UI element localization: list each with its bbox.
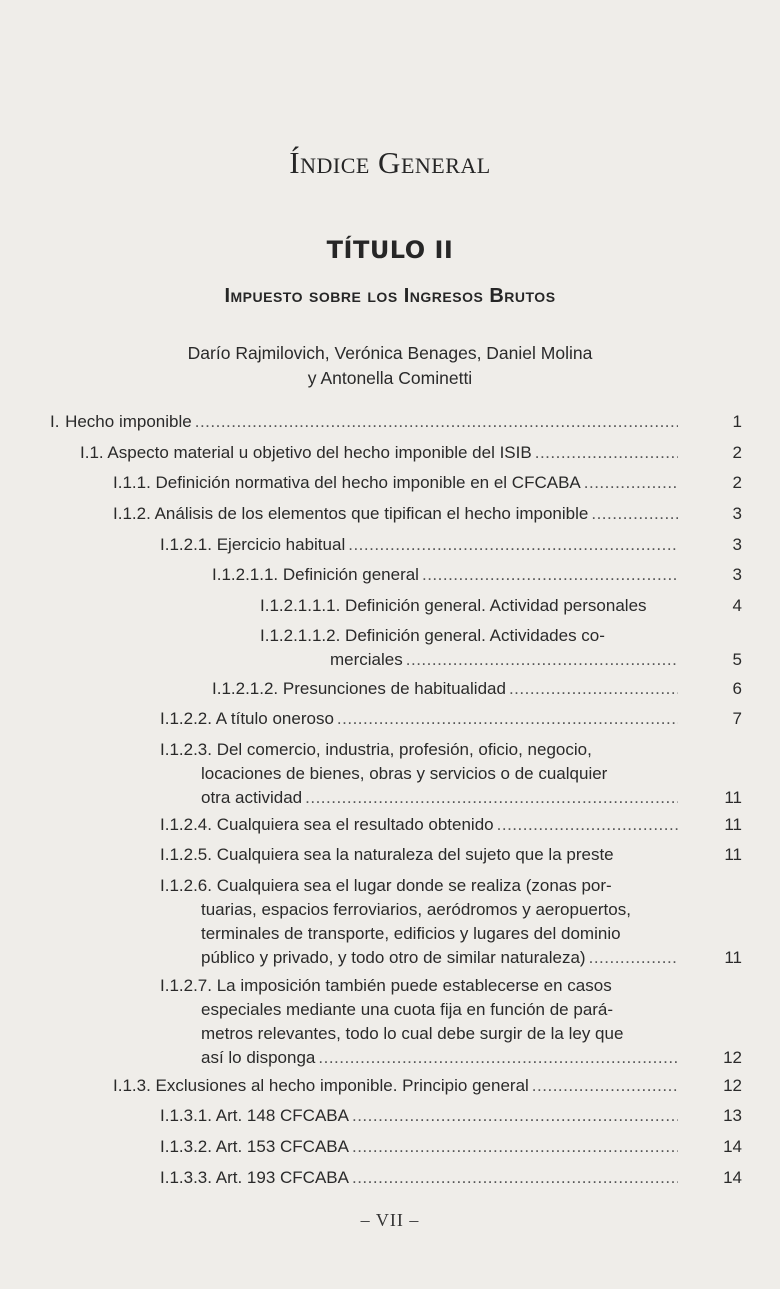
dot-leader bbox=[589, 946, 678, 970]
dot-leader bbox=[422, 563, 678, 587]
toc-page-number: 11 bbox=[724, 948, 742, 967]
toc-page-number: 3 bbox=[732, 565, 742, 584]
toc-entry-text: I.1.2.1.1. Definición general bbox=[212, 565, 419, 584]
toc-entry[interactable] bbox=[0, 563, 780, 587]
toc-entry-text: I.1.2.1.1.1. Definición general. Actividad personales bbox=[260, 596, 647, 615]
toc-page-number: 12 bbox=[723, 1048, 742, 1067]
toc-entry-text: I.1.2.1.1.2. Definición general. Actividades co- bbox=[260, 626, 605, 645]
dot-leader bbox=[348, 533, 678, 557]
toc-page-number: 14 bbox=[723, 1168, 742, 1187]
toc-entry[interactable] bbox=[0, 813, 780, 837]
section-title: TÍTULO II bbox=[326, 236, 454, 264]
toc-entry-continuation: merciales bbox=[330, 650, 403, 669]
toc-entry-continuation: público y privado, y todo otro de similar naturaleza) bbox=[201, 948, 586, 967]
toc-entry-text: Hecho imponible bbox=[65, 412, 192, 431]
toc-entry[interactable] bbox=[0, 738, 780, 810]
dot-leader bbox=[532, 1074, 678, 1098]
dot-leader bbox=[305, 786, 678, 810]
dot-leader bbox=[509, 677, 678, 701]
toc-page-number: 2 bbox=[732, 443, 742, 462]
toc-page-number: 1 bbox=[732, 412, 742, 431]
toc-entry-text: I.1.1. Definición normativa del hecho imponible en el CFCABA bbox=[113, 473, 581, 492]
toc-entry-continuation: locaciones de bienes, obras y servicios o de cualquier bbox=[201, 764, 608, 783]
dot-leader bbox=[352, 1104, 678, 1128]
toc-entry-continuation: terminales de transporte, edificios y lugares del dominio bbox=[201, 924, 621, 943]
toc-page-number: 14 bbox=[723, 1137, 742, 1156]
toc-entry-text: I.1.2.7. La imposición también puede establecerse en casos bbox=[160, 976, 612, 995]
toc-entry[interactable] bbox=[0, 974, 780, 1070]
toc-entry-text: I.1. Aspecto material u objetivo del hecho imponible del ISIB bbox=[80, 443, 532, 462]
section-subtitle: Impuesto sobre los Ingresos Brutos bbox=[224, 285, 556, 307]
toc-entry-continuation: tuarias, espacios ferroviarios, aeródromos y aeropuertos, bbox=[201, 900, 631, 919]
toc-entry[interactable] bbox=[0, 843, 780, 867]
toc-entry[interactable] bbox=[0, 874, 780, 970]
authors bbox=[0, 341, 780, 391]
dot-leader bbox=[337, 707, 678, 731]
dot-leader bbox=[584, 471, 678, 495]
dot-leader bbox=[591, 502, 678, 526]
toc-entry[interactable] bbox=[0, 410, 780, 434]
toc-entry-text: I.1.2.1.2. Presunciones de habitualidad bbox=[212, 679, 506, 698]
toc-page-number: 7 bbox=[732, 709, 742, 728]
authors-line: Darío Rajmilovich, Verónica Benages, Daniel Molina bbox=[187, 343, 593, 363]
toc-entry-continuation: metros relevantes, todo lo cual debe surgir de la ley que bbox=[201, 1024, 624, 1043]
toc-entry-text: I.1.2. Análisis de los elementos que tipifican el hecho imponible bbox=[113, 504, 589, 523]
toc-page-number: 4 bbox=[732, 596, 742, 615]
dot-leader bbox=[352, 1135, 678, 1159]
toc-entry[interactable] bbox=[0, 1166, 780, 1190]
toc-page-number: 5 bbox=[732, 650, 742, 669]
toc-entry[interactable] bbox=[0, 677, 780, 701]
toc-entry[interactable] bbox=[0, 594, 780, 618]
authors-line: y Antonella Cominetti bbox=[307, 368, 473, 388]
toc-page-number: 11 bbox=[724, 845, 742, 864]
toc-entry-text: I.1.3.3. Art. 193 CFCABA bbox=[160, 1168, 349, 1187]
toc-entry[interactable] bbox=[0, 471, 780, 495]
dot-leader bbox=[497, 813, 678, 837]
toc-entry[interactable] bbox=[0, 624, 780, 672]
toc-entry[interactable] bbox=[0, 533, 780, 557]
toc-entry-text: I.1.2.5. Cualquiera sea la naturaleza del sujeto que la preste bbox=[160, 845, 614, 864]
dot-leader bbox=[318, 1046, 678, 1070]
toc-entry-text: I.1.2.1. Ejercicio habitual bbox=[160, 535, 346, 554]
toc-entry-continuation: especiales mediante una cuota fija en función de pará- bbox=[201, 1000, 614, 1019]
toc-entry[interactable] bbox=[0, 502, 780, 526]
toc-page-number: 11 bbox=[724, 815, 742, 834]
dot-leader bbox=[352, 1166, 678, 1190]
toc-page-number: 3 bbox=[732, 535, 742, 554]
dot-leader bbox=[535, 441, 678, 465]
toc-entry-text: I.1.2.2. A título oneroso bbox=[160, 709, 334, 728]
toc-page-number: 6 bbox=[732, 679, 742, 698]
toc-page-number: 12 bbox=[723, 1076, 742, 1095]
toc-entry-continuation: otra actividad bbox=[201, 788, 303, 807]
toc-entry-text: I.1.2.6. Cualquiera sea el lugar donde se realiza (zonas por- bbox=[160, 876, 612, 895]
page-title: Índice General bbox=[289, 145, 491, 180]
toc-entry[interactable] bbox=[0, 1104, 780, 1128]
toc-entry[interactable] bbox=[0, 707, 780, 731]
toc-entry[interactable] bbox=[0, 1074, 780, 1098]
dot-leader bbox=[406, 648, 678, 672]
dot-leader bbox=[195, 410, 678, 434]
toc-entry-text: I.1.3. Exclusiones al hecho imponible. Principio general bbox=[113, 1076, 529, 1095]
toc-page-number: 2 bbox=[732, 473, 742, 492]
toc-entry-text: I.1.3.2. Art. 153 CFCABA bbox=[160, 1137, 349, 1156]
toc-number: I. bbox=[50, 412, 60, 431]
toc-page-number: 11 bbox=[724, 788, 742, 807]
toc-entry-text: I.1.2.4. Cualquiera sea el resultado obtenido bbox=[160, 815, 494, 834]
toc-entry[interactable] bbox=[0, 1135, 780, 1159]
page-folio: – VII – bbox=[360, 1210, 420, 1230]
toc-entry-continuation: así lo disponga bbox=[201, 1048, 316, 1067]
toc-entry-text: I.1.2.3. Del comercio, industria, profesión, oficio, negocio, bbox=[160, 740, 592, 759]
toc-entry[interactable] bbox=[0, 441, 780, 465]
toc-entry-text: I.1.3.1. Art. 148 CFCABA bbox=[160, 1106, 349, 1125]
toc-page-number: 13 bbox=[723, 1106, 742, 1125]
toc-page-number: 3 bbox=[732, 504, 742, 523]
